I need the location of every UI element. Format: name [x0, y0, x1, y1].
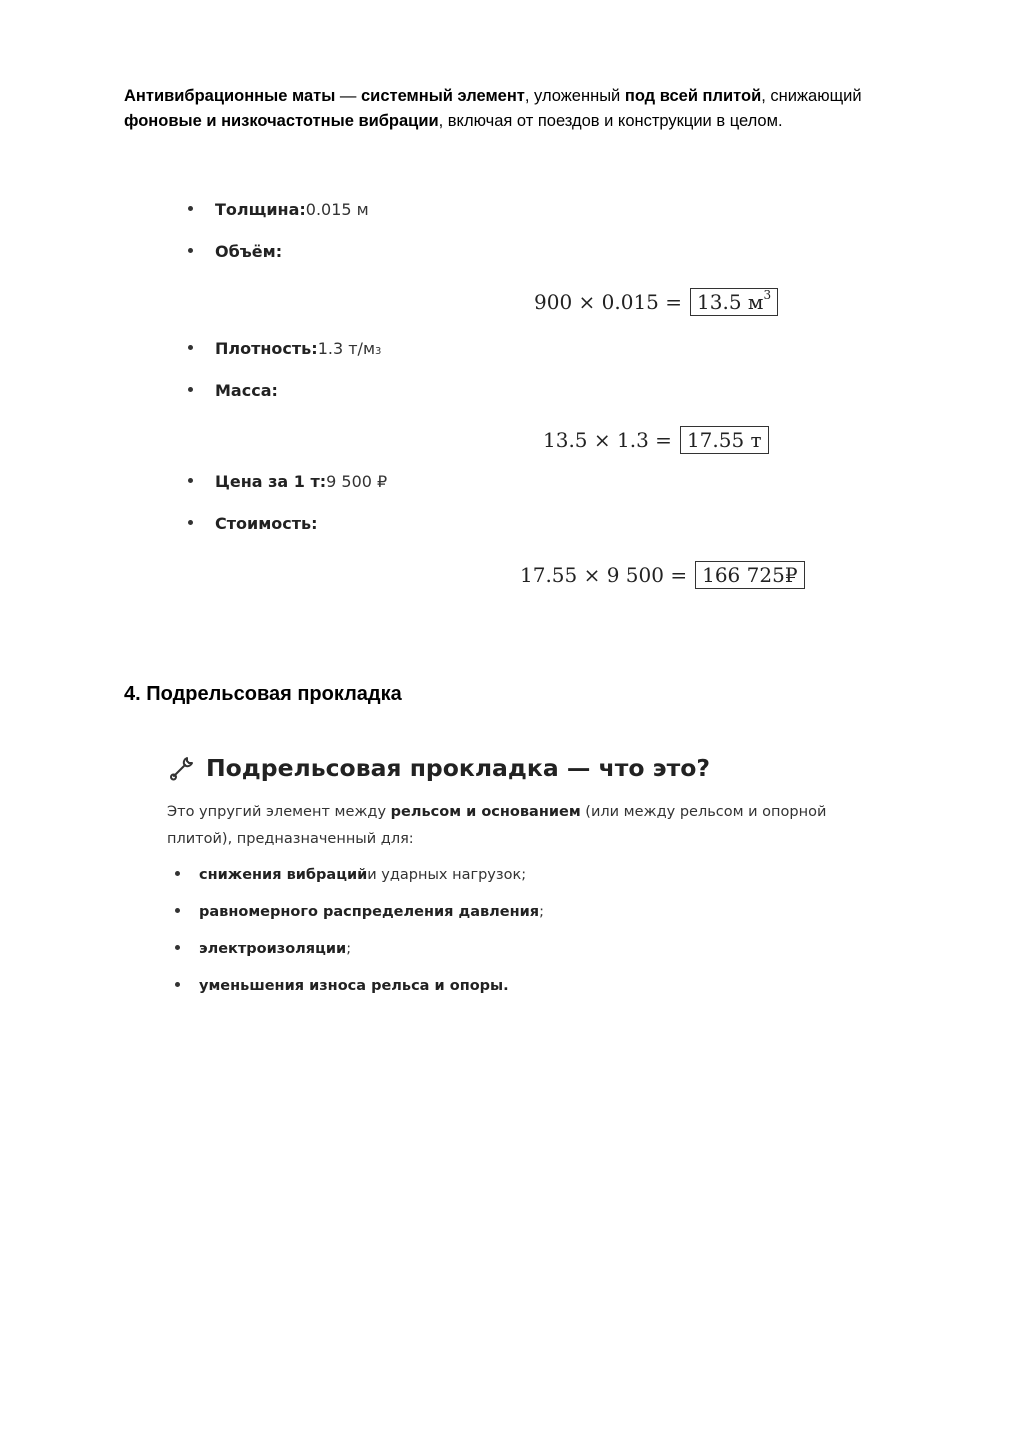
card-title: [168, 754, 710, 782]
intro-bold-3: под всей плитой: [624, 87, 762, 105]
cost-result-box: 166 725₽: [695, 561, 804, 589]
list-item-text: ;: [539, 904, 544, 920]
density-label: Плотность:: [215, 339, 318, 358]
density-exponent: 3: [375, 346, 382, 357]
card-description: [167, 799, 887, 853]
bullet-price: [188, 472, 387, 491]
mass-expression: 13.5 × 1.3 =: [543, 428, 672, 452]
thickness-label: Толщина:: [215, 200, 306, 219]
card-text-1: Это упругий элемент между: [167, 804, 391, 820]
volume-result-box: [690, 288, 778, 316]
volume-result-exponent: 3: [763, 288, 772, 303]
price-label: Цена за 1 т:: [215, 472, 327, 491]
intro-bold-1: Антивибрационные маты: [124, 87, 336, 105]
mass-label: Масса:: [215, 381, 278, 400]
volume-formula: [534, 288, 778, 316]
bullet-cost: [188, 514, 318, 533]
volume-expression: 900 × 0.015 =: [534, 290, 683, 314]
list-item-bold: уменьшения износа рельса и опоры.: [199, 978, 509, 994]
bullet-dot: [188, 206, 193, 211]
intro-bold-2: системный элемент: [361, 87, 525, 105]
volume-result: 13.5 м: [697, 290, 764, 314]
intro-text-1: —: [335, 87, 361, 105]
intro-bold-4: фоновые и низкочастотные вибрации: [124, 112, 439, 130]
bullet-density: [188, 339, 381, 358]
bullet-dot: [175, 982, 180, 987]
bullet-dot: [175, 945, 180, 950]
bullet-dot: [188, 248, 193, 253]
list-item: [175, 978, 509, 994]
thickness-value: 0.015 м: [305, 200, 369, 219]
bullet-dot: [188, 478, 193, 483]
mass-result-box: 17.55 т: [680, 426, 769, 454]
list-item-bold: электроизоляции: [199, 941, 347, 957]
list-item: [175, 867, 526, 883]
bullet-dot: [188, 387, 193, 392]
price-value: 9 500 ₽: [326, 472, 388, 491]
list-item: [175, 904, 544, 920]
volume-label: Объём:: [215, 242, 283, 261]
cost-label: Стоимость:: [215, 514, 318, 533]
list-item-text: и ударных нагрузок;: [367, 867, 527, 883]
bullet-thickness: [188, 200, 369, 219]
bullet-dot: [175, 871, 180, 876]
card-text-2: (или между рельсом и опорной плитой), предназначенный для:: [167, 804, 827, 847]
bullet-dot: [188, 345, 193, 350]
card-title-text: Подрельсовая прокладка — что это?: [206, 754, 710, 782]
cost-expression: 17.55 × 9 500 =: [520, 563, 688, 587]
density-value: 1.3 т/м: [317, 339, 376, 358]
list-item-bold: снижения вибраций: [199, 867, 368, 883]
list-item: [175, 941, 351, 957]
section-heading: 4. Подрельсовая прокладка: [124, 683, 402, 705]
intro-paragraph: [124, 84, 924, 134]
cost-formula: [520, 561, 805, 589]
bullet-dot: [175, 908, 180, 913]
mass-formula: [543, 426, 769, 454]
card-text-bold: рельсом и основанием: [390, 804, 581, 820]
wrench-icon: [168, 754, 196, 782]
intro-text-3: , снижающий: [761, 87, 862, 105]
bullet-volume: [188, 242, 282, 261]
bullet-dot: [188, 520, 193, 525]
list-item-bold: равномерного распределения давления: [199, 904, 540, 920]
bullet-mass: [188, 381, 278, 400]
intro-text-4: , включая от поездов и конструкции в целом.: [438, 112, 783, 130]
intro-text-2: , уложенный: [524, 87, 625, 105]
list-item-text: ;: [346, 941, 352, 957]
